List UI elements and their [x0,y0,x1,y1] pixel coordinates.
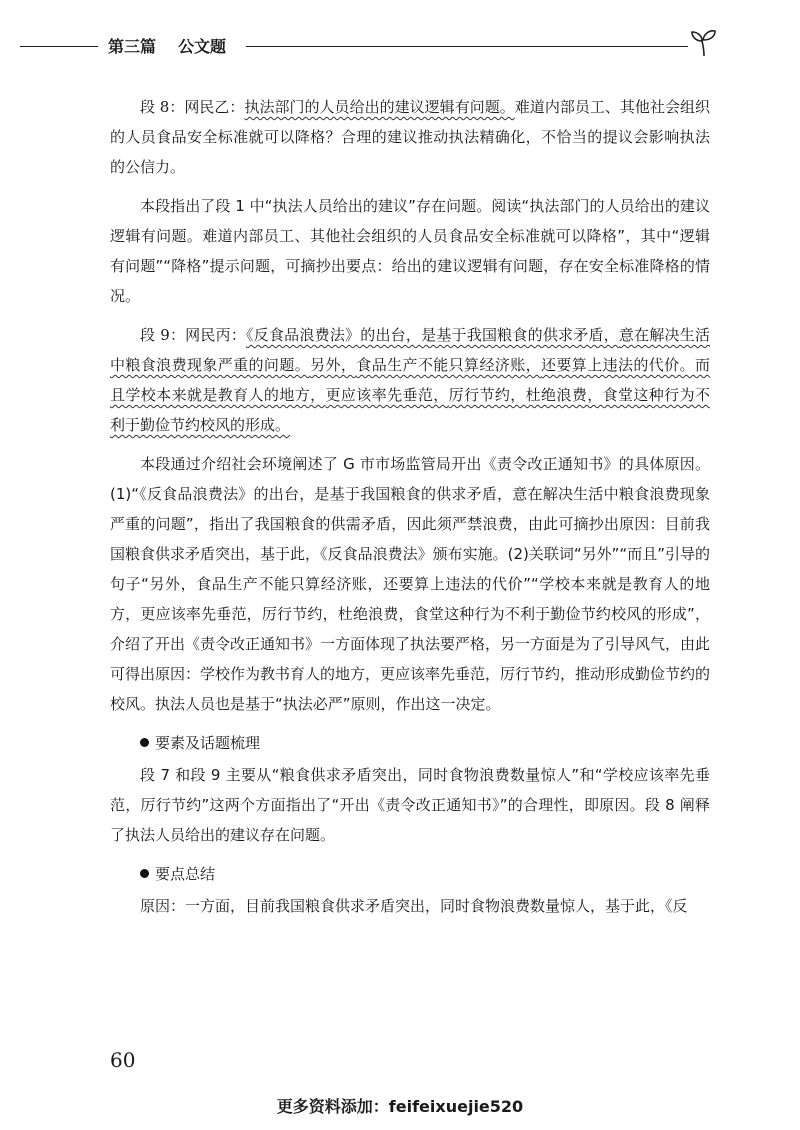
wavy-underlined-text: 另外， [310,356,357,374]
page-header [0,30,800,60]
footer-note: 更多资料添加：feifeixuejie520 [276,1097,524,1116]
page-number: 60 [110,1048,136,1072]
wavy-underlined-text: 意在解决生活中粮食浪费现象严重的问题。 [110,326,710,374]
elements-paragraph: 段 7 和段 9 主要从“粮食供求矛盾突出，同时食物浪费数量惊人”和“学校应该率先垂范，厉行节约”这两个方面指出了“开出《责令改正通知书》”的合理性，即原因。段 8 阐释了执法人员给出的建议存在问题。 [110,766,710,844]
quote-text: 合理的建议推动执法精确化，不恰当的提议会影响执法的公信力。 [110,128,710,176]
wavy-underlined-text: 厉行节约，杜绝浪费，食堂这种行为不利于勤俭节约校风的形成。 [110,386,710,434]
paragraph-8-quote [110,92,710,182]
quote-text: 难道内部员工、其他社会组织的人员食品安全标准就可以降格？ [110,98,710,146]
wavy-underlined-text: 《反食品浪费法》的出台，是基于我国粮食的供求矛盾， [246,326,619,344]
heading-text: 要素及话题梳理 [155,734,261,752]
wavy-underlined-text: 更应该率先垂范， [325,386,449,404]
sprout-icon [688,26,720,58]
paragraph-label: 段 9：网民丙： [140,326,247,344]
summary-paragraph: 原因：一方面，目前我国粮食供求矛盾突出，同时食物浪费数量惊人，基于此，《反 [140,897,688,915]
paragraph-9-analysis: 本段通过介绍社会环境阐述了 G 市市场监管局开出《责令改正通知书》的具体原因。(1)“《反食品浪费法》的出台，是基于我国粮食的供求矛盾，意在解决生活中粮食浪费现象严重的问题”，指出了我国粮食的供需矛盾，因此须严禁浪费，由此可摘抄出原因：目前我国粮食供求矛盾突出，基于此，《反食品浪费法》颁布实施。(2)关联词“另外”“而且”引导的句子“另外，食品生产不能只算经济账，还要算上违法的代价”“学校本来就是教育人的地方，更应该率先垂范，厉行节约，杜绝浪费，食堂这种行为不利于勤俭节约校风的形成”，介绍了开出《责令改正通知书》一方面体现了执法要严格，另一方面是为了引导风气，由此可得出原因：学校作为教书育人的地方，更应该率先垂范，厉行节约，推动形成勤俭节约的校风。执法人员也是基于“执法必严”原则，作出这一决定。 [110,455,711,713]
header-rule-right [246,46,688,47]
wavy-underlined-text: 还要算上违法的代价。 [541,356,695,374]
section-title: 第三篇 [108,37,157,56]
wavy-underlined-text: 执法部门的人员给出的建议逻辑有问题。 [244,98,515,116]
heading-text: 要点总结 [155,865,216,883]
paragraph-9-quote [110,320,710,440]
page-content [110,92,710,930]
bullet-icon [140,738,149,747]
wavy-underlined-text: 食品生产不能只算经济账， [356,356,542,374]
bullet-icon [140,869,149,878]
topic-title: 公文题 [178,37,227,56]
paragraph-8-analysis: 本段指出了段 1 中“执法人员给出的建议”存在问题。阅读“执法部门的人员给出的建议逻辑有问题。难道内部员工、其他社会组织的人员食品安全标准就可以降格”，其中“逻辑有问题”“降格”提示问题，可摘抄出要点：给出的建议逻辑有问题，存在安全标准降格的情况。 [110,197,710,305]
section-heading [110,728,710,758]
section-heading [110,859,710,889]
header-rule-left [20,46,98,47]
paragraph-label: 段 8：网民乙： [140,98,245,116]
wavy-underlined-text: 而且学校本来就是教育人的地方， [110,356,710,404]
